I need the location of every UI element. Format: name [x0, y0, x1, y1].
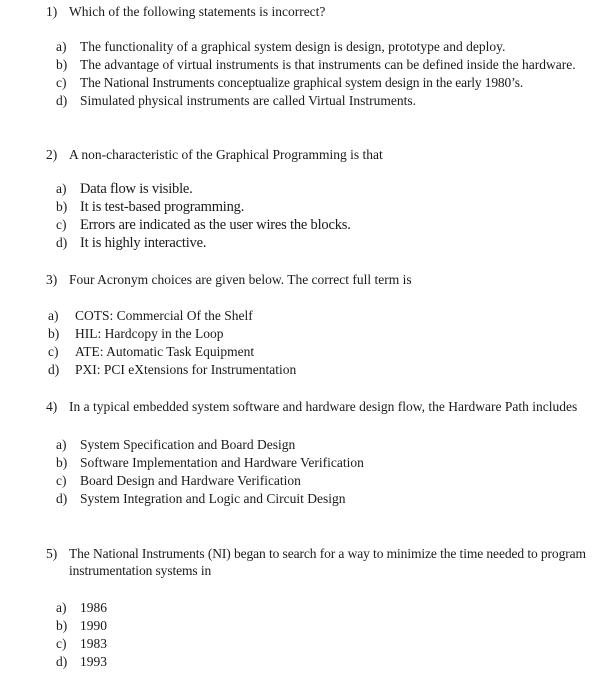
option-a	[0, 599, 610, 617]
option-text: PXI: PCI eXtensions for Instrumentation	[75, 362, 297, 377]
option-letter: c)	[56, 75, 67, 90]
option-letter: d)	[48, 362, 60, 377]
option-c	[0, 74, 610, 92]
question-1	[0, 3, 610, 110]
option-letter: c)	[56, 473, 67, 488]
option-d	[0, 653, 610, 671]
option-letter: c)	[56, 217, 67, 232]
question-number: 4)	[46, 399, 58, 414]
question-text: Four Acronym choices are given below. The correct full term is	[69, 272, 412, 287]
question-2-stem	[0, 146, 610, 163]
option-letter: a)	[48, 308, 59, 323]
option-text: System Specification and Board Design	[80, 437, 296, 452]
option-letter: c)	[48, 344, 59, 359]
question-3	[0, 271, 610, 379]
option-d	[0, 361, 610, 379]
options-list	[0, 307, 610, 379]
option-letter: c)	[56, 636, 67, 651]
option-letter: d)	[56, 93, 68, 108]
option-b	[0, 454, 610, 472]
options-list	[0, 38, 610, 110]
option-text: The advantage of virtual instruments is that instruments can be defined inside the hardware.	[80, 57, 576, 72]
question-number: 5)	[46, 546, 58, 561]
option-text: 1986	[80, 600, 107, 615]
option-text: Board Design and Hardware Verification	[80, 473, 301, 488]
option-c	[0, 216, 610, 234]
option-b	[0, 56, 610, 74]
option-a	[0, 436, 610, 454]
question-text: Which of the following statements is incorrect?	[69, 4, 326, 19]
option-c	[0, 635, 610, 653]
option-c	[0, 472, 610, 490]
option-letter: b)	[48, 326, 60, 341]
option-text: Simulated physical instruments are called Virtual Instruments.	[80, 93, 416, 108]
question-3-stem	[0, 271, 610, 288]
option-b	[0, 198, 610, 216]
option-b	[0, 617, 610, 635]
option-text: The National Instruments conceptualize graphical system design in the early 1980’s.	[80, 75, 524, 90]
question-2	[0, 146, 610, 252]
option-a	[0, 180, 610, 198]
option-letter: b)	[56, 57, 68, 72]
options-list	[0, 180, 610, 252]
option-letter: a)	[56, 39, 67, 54]
option-letter: d)	[56, 491, 68, 506]
option-text: COTS: Commercial Of the Shelf	[75, 308, 253, 323]
option-b	[0, 325, 610, 343]
question-number: 1)	[46, 4, 58, 19]
question-text: A non-characteristic of the Graphical Programming is that	[69, 147, 383, 162]
question-4-stem	[0, 398, 610, 415]
option-text: Errors are indicated as the user wires the blocks.	[80, 217, 351, 233]
option-letter: b)	[56, 618, 68, 633]
question-text: In a typical embedded system software and hardware design flow, the Hardware Path includes	[69, 399, 578, 414]
question-text: The National Instruments (NI) began to search for a way to minimize the time needed to program instrumentation systems in	[69, 546, 586, 578]
question-number: 2)	[46, 147, 58, 162]
option-text: It is highly interactive.	[80, 235, 207, 251]
options-list	[0, 436, 610, 508]
options-list	[0, 599, 610, 671]
option-letter: a)	[56, 181, 67, 196]
question-1-stem	[0, 3, 610, 20]
option-letter: d)	[56, 654, 68, 669]
option-a	[0, 38, 610, 56]
option-text: 1983	[80, 636, 107, 651]
option-letter: b)	[56, 199, 68, 214]
option-text: System Integration and Logic and Circuit Design	[80, 491, 346, 506]
option-text: 1993	[80, 654, 107, 669]
option-letter: a)	[56, 437, 67, 452]
question-4	[0, 398, 610, 508]
option-text: ATE: Automatic Task Equipment	[75, 344, 255, 359]
option-text: 1990	[80, 618, 107, 633]
option-text: Data flow is visible.	[80, 181, 193, 197]
option-d	[0, 234, 610, 252]
option-a	[0, 307, 610, 325]
option-text: The functionality of a graphical system design is design, prototype and deploy.	[80, 39, 506, 54]
question-number: 3)	[46, 272, 58, 287]
option-text: It is test-based programming.	[80, 199, 245, 215]
option-letter: d)	[56, 235, 68, 250]
option-text: Software Implementation and Hardware Verification	[80, 455, 364, 470]
option-d	[0, 490, 610, 508]
option-letter: a)	[56, 600, 67, 615]
option-c	[0, 343, 610, 361]
question-5-stem	[0, 545, 610, 579]
option-letter: b)	[56, 455, 68, 470]
option-d	[0, 92, 610, 110]
question-5	[0, 545, 610, 671]
option-text: HIL: Hardcopy in the Loop	[75, 326, 224, 341]
